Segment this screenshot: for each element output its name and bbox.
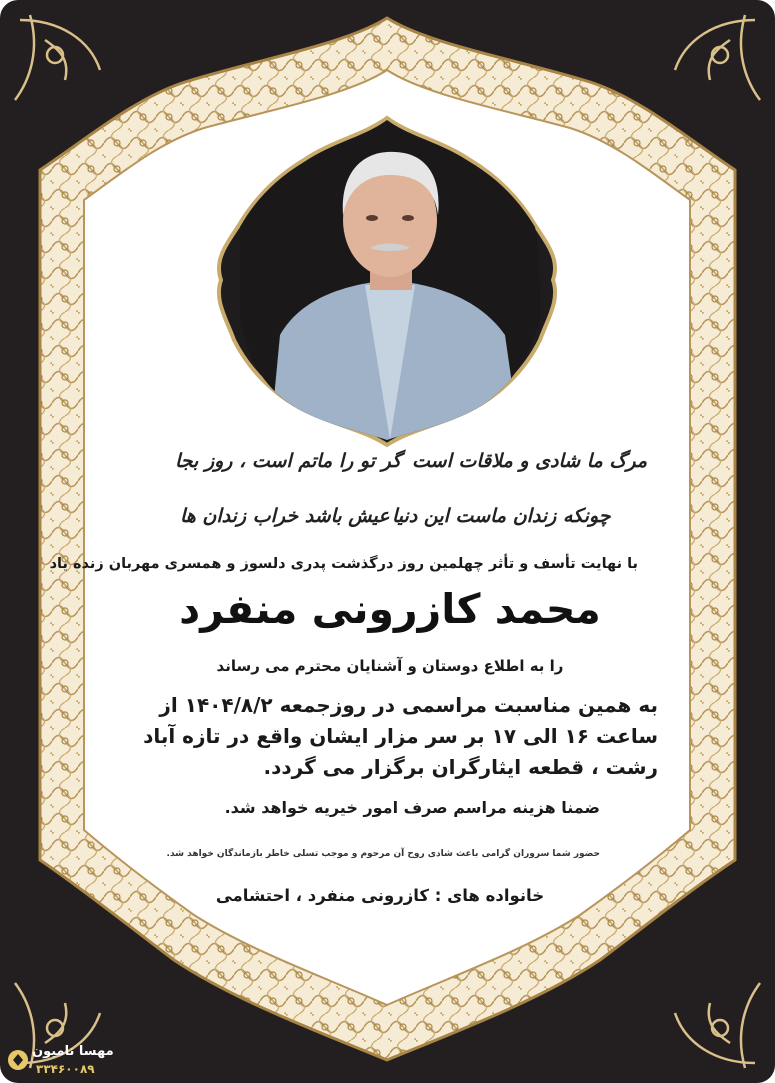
watermark-phone: ۳۳۴۶۰۰۸۹: [36, 1062, 95, 1076]
notice-text: را به اطلاع دوستان و آشنایان محترم می رساند: [216, 657, 564, 675]
watermark-logo-icon: [6, 1048, 30, 1072]
deceased-name: محمد کازرونی منفرد: [179, 585, 601, 633]
poem-line1-left: گر تو را ماتم است ، روز بجا: [175, 450, 402, 472]
family-names: خانواده های : کازرونی منفرد ، احتشامی: [215, 886, 545, 905]
poem-line2-left: عیش باشد خراب زندان ها: [180, 505, 390, 527]
portrait-photo: [240, 120, 540, 440]
ceremony-details: به همین مناسبت مراسمی در روزجمعه ۱۴۰۴/۸/۲ از ساعت ۱۶ الی ۱۷ بر سر مزار ایشان واقع در تازه آباد رشت ، قطعه ایثارگران برگزار می گردد.: [143, 693, 658, 779]
corner-ornament-top-right: [675, 15, 760, 100]
corner-ornament-top-left: [15, 15, 100, 100]
intro-text: با نهایت تأسف و تأثر چهلمین روز درگذشت پدری دلسوز و همسری مهربان زنده یاد: [49, 556, 638, 572]
poem-line2-right: چونکه زندان ماست این دنیا: [392, 505, 611, 527]
corner-ornament-bottom-right: [675, 983, 760, 1068]
charity-note: ضمنا هزینه مراسم صرف امور خیریه خواهد شد.: [224, 798, 600, 817]
presence-note: حضور شما سروران گرامی باعث شادی روح آن مرحوم و موجب تسلی خاطر بازماندگان خواهد شد.: [166, 849, 600, 859]
watermark: [4, 1040, 124, 1080]
poem-line1-right: مرگ ما شادی و ملاقات است: [412, 450, 648, 472]
watermark-name: مهسا تامیون: [32, 1044, 114, 1059]
